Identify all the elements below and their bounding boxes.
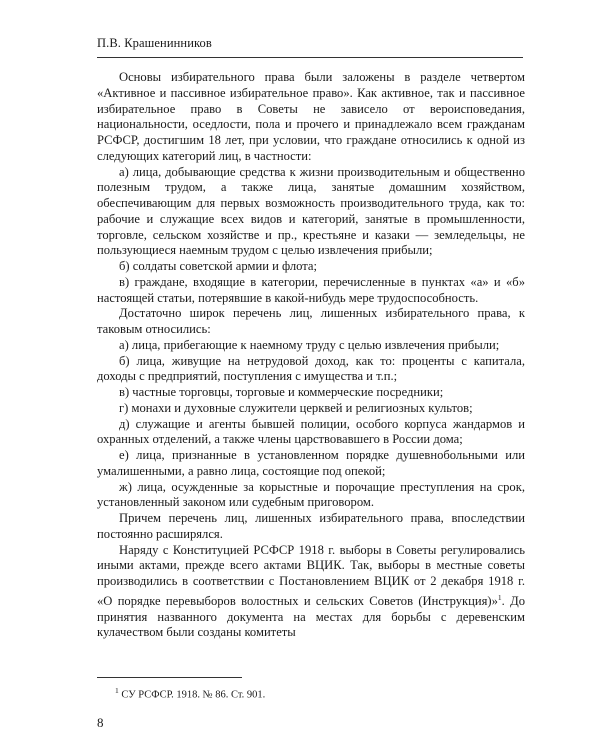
running-head: П.В. Крашенинников	[97, 36, 212, 50]
footnote-divider	[97, 677, 242, 678]
paragraph: Достаточно широк перечень лиц, лишенных избирательного права, к таковым относились:	[97, 306, 525, 336]
paragraph: а) лица, добывающие средства к жизни производительным и общественно полезным трудом, а также лица, занятые домашним хозяйством, обеспечивающим для первых возможность производительного труда, как то: рабочие и служащие всех видов и категорий, занятые в промышленности, торговле, сельском хозяйстве и пр., крестьяне и казаки — земледельцы, не пользующиеся наемным трудом с целью извлечения прибыли;	[97, 164, 525, 258]
paragraph: ж) лица, осужденные за корыстные и порочащие преступления на срок, установленный законом или судебным приговором.	[97, 479, 525, 510]
paragraph: Основы избирательного права были заложены в разделе четвертом «Активное и пассивное избирательное право». Как активное, так и пассивное избирательное право в Советы не зависело от вероисповедания, национальности, оседлости, пола и прочего и принадлежало всем гражданам РСФСР, достигшим 18 лет, при условии, что граждане относились к одной из следующих категорий лиц, в частности:	[97, 70, 525, 163]
paragraph: г) монахи и духовные служители церквей и религиозных культов;	[119, 400, 473, 415]
footnote-text: СУ РСФСР. 1918. № 86. Ст. 901.	[121, 689, 266, 701]
paragraph: д) служащие и агенты бывшей полиции, особого корпуса жандармов и охранных отделений, а также члены царствовавшего в России дома;	[97, 416, 525, 447]
paragraph: в) частные торговцы, торговые и коммерческие посредники;	[119, 385, 444, 399]
body-text	[97, 70, 525, 641]
paragraph: а) лица, прибегающие к наемному труду с целью извлечения прибыли;	[119, 337, 500, 352]
header-divider	[97, 57, 523, 58]
paragraph: е) лица, признанные в установленном порядке душевнобольными или умалишенными, а равно лица, состоящие под опекой;	[97, 448, 525, 478]
footnote-mark: 1	[115, 686, 119, 695]
footnote	[115, 686, 265, 701]
paragraph-text: . До принятия названного документа на местах для борьбы с деревенским кулачеством были созданы комитеты	[97, 593, 526, 640]
page-number: 8	[97, 715, 104, 730]
paragraph: Причем перечень лиц, лишенных избирательного права, впоследствии постоянно расширялся.	[97, 511, 525, 541]
paragraph: б) солдаты советской армии и флота;	[119, 259, 317, 273]
paragraph-text: Наряду с Конституцией РСФСР 1918 г. выборы в Советы регулировались иными актами, прежде всего актами ВЦИК. Так, выборы в местные советы производились в соответствии с Постановлением ВЦИК от 2 декабря 1918 г. «О порядке перевыборов волостных и сельских Советов (Инструкция)»	[97, 542, 525, 608]
footnote-reference[interactable]: 1	[497, 592, 502, 602]
paragraph: б) лица, живущие на нетрудовой доход, как то: проценты с капитала, доходы с предприятий, поступления с имущества и т.п.;	[97, 353, 525, 384]
paragraph: в) граждане, входящие в категории, перечисленные в пунктах «а» и «б» настоящей статьи, потерявшие в какой-нибудь мере трудоспособность.	[97, 274, 525, 305]
paragraph-with-footnote	[97, 543, 525, 642]
